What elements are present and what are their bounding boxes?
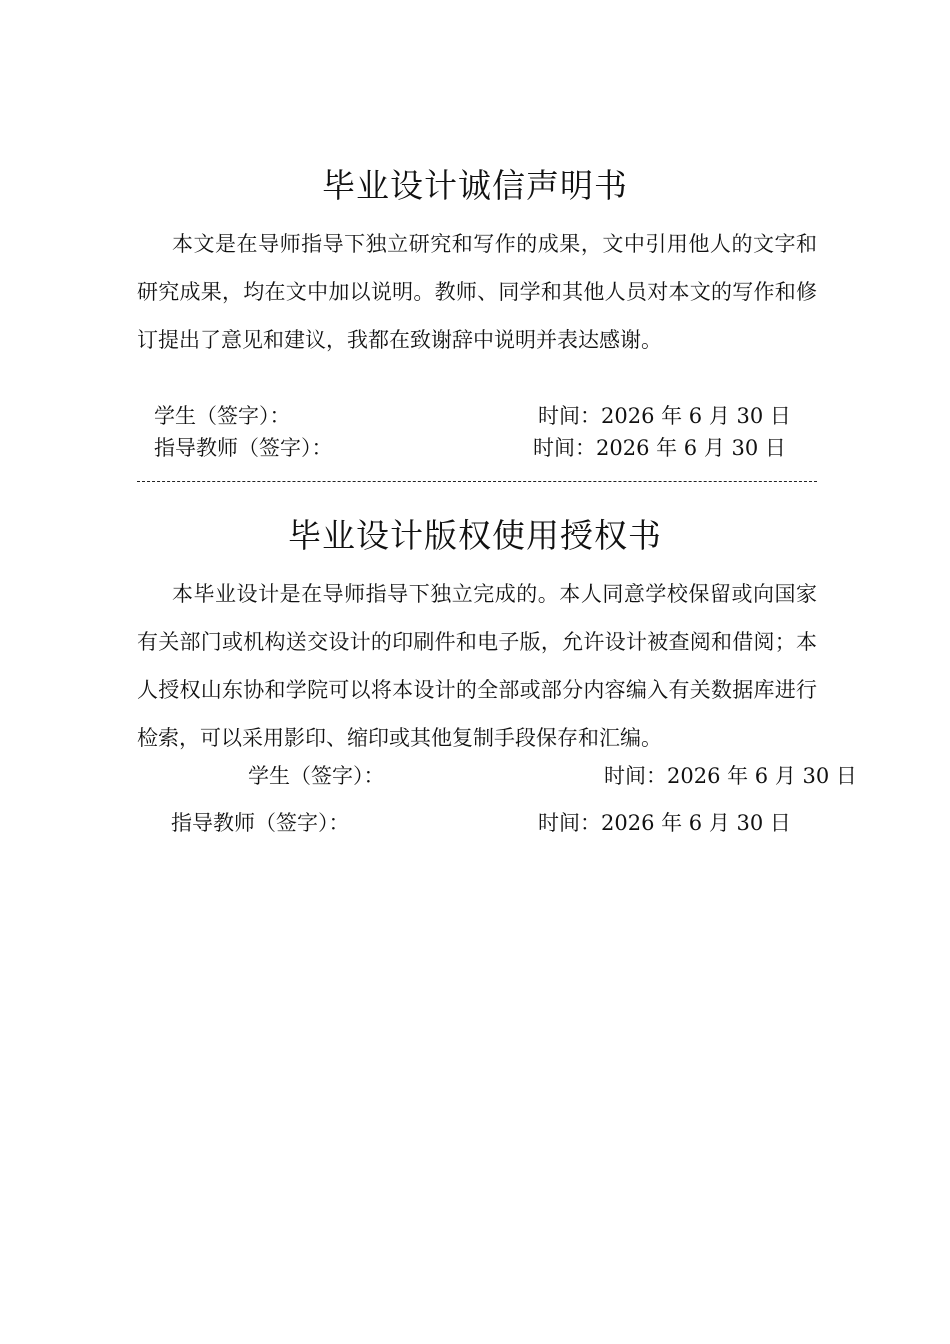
copyright-authorization-title: 毕业设计版权使用授权书 (288, 516, 662, 555)
integrity-advisor-date: 时间：2026 年 6 月 30 日 (533, 436, 786, 460)
copyright-advisor-sign-label: 指导教师（签字）： (171, 811, 350, 835)
integrity-student-date: 时间：2026 年 6 月 30 日 (538, 404, 791, 428)
section-divider (137, 481, 817, 482)
copyright-advisor-date: 时间：2026 年 6 月 30 日 (538, 811, 791, 835)
integrity-student-sign-label: 学生（签字）： (154, 404, 291, 428)
copyright-student-date: 时间：2026 年 6 月 30 日 (604, 764, 857, 788)
integrity-statement-body: 本文是在导师指导下独立研究和写作的成果，文中引用他人的文字和研究成果，均在文中加以说明。教师、同学和其他人员对本文的写作和修订提出了意见和建议，我都在致谢辞中说明并表达感谢。 (137, 232, 817, 352)
integrity-statement-title: 毕业设计诚信声明书 (322, 166, 628, 205)
integrity-advisor-sign-label: 指导教师（签字）： (154, 436, 333, 460)
copyright-student-sign-label: 学生（签字）： (248, 764, 385, 788)
copyright-authorization-body: 本毕业设计是在导师指导下独立完成的。本人同意学校保留或向国家有关部门或机构送交设计的印刷件和电子版，允许设计被查阅和借阅；本人授权山东协和学院可以将本设计的全部或部分内容编入有关数据库进行检索，可以采用影印、缩印或其他复制手段保存和汇编。 (137, 582, 817, 750)
